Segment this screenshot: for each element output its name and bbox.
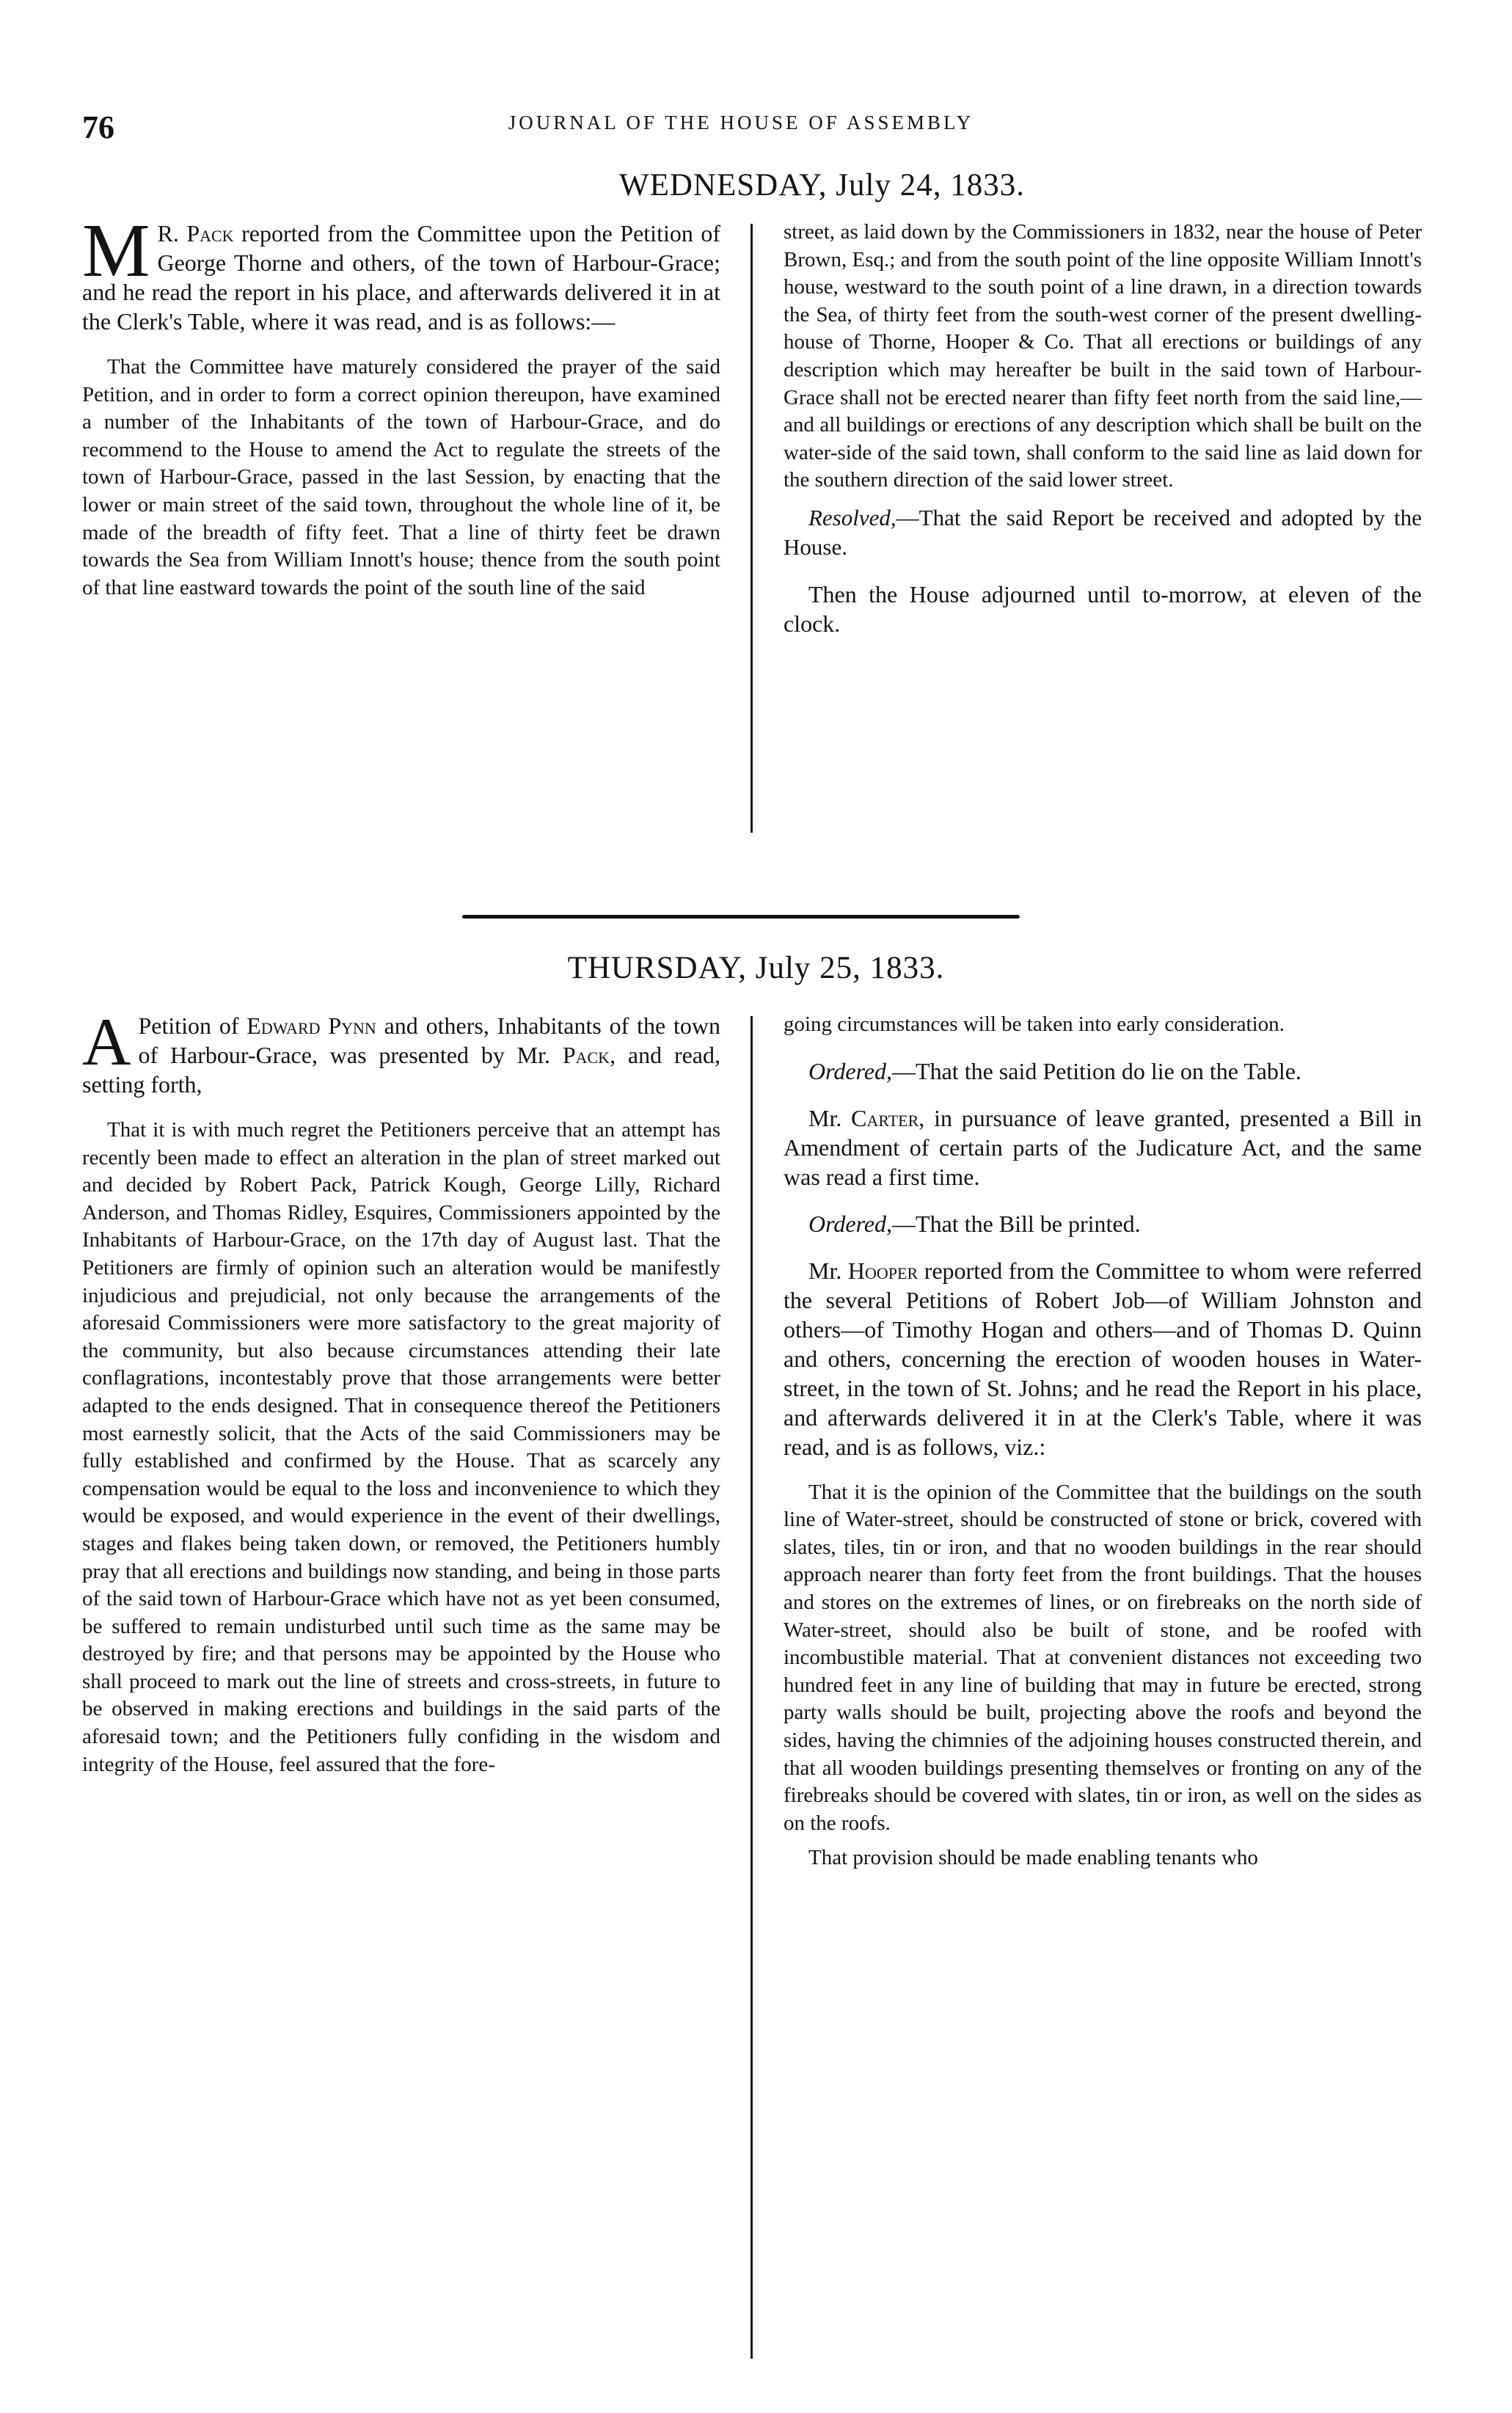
committee-report-intro: [82, 208, 720, 336]
petition-intro: [82, 1004, 721, 1099]
order-lie-on-table: [784, 1056, 1422, 1086]
page-number: 76: [82, 109, 114, 145]
ordered-text: —That the Bill be printed.: [892, 1210, 1141, 1237]
resolution: [784, 503, 1422, 562]
drop-cap: M: [82, 208, 150, 293]
drop-cap: A: [82, 1004, 131, 1079]
bill-presentation: [784, 1103, 1422, 1191]
column-divider: [750, 1016, 753, 2359]
intro-text: , and read, setting forth,: [82, 1042, 721, 1098]
petitioner-name: Edward Pynn: [246, 1012, 376, 1039]
section-2-left-column: [82, 1004, 721, 1778]
text: reported from the Committee to whom were referred the several Petitions of Robert Job—of William Johnston and others—of Timothy Hogan and others—and of Thomas D. Quinn and others, concerning the erection of wooden houses in Water-street, in the town of St. Johns; and he read the Report in his place, and afterwards delivered it in at the Clerk's Table, where it was read, and is as follows, viz.:: [784, 1257, 1422, 1460]
resolved-label: Resolved,: [808, 504, 896, 530]
committee-report-intro: [784, 1256, 1422, 1461]
adjournment: Then the House adjourned until to-morrow, at eleven of the clock.: [784, 580, 1422, 637]
order-print-bill: [784, 1209, 1422, 1238]
section-date-heading: WEDNESDAY, July 24, 1833.: [619, 168, 1025, 202]
member-name: Hooper: [847, 1257, 918, 1284]
text: Mr.: [808, 1104, 852, 1131]
ordered-text: —That the said Petition do lie on the Table.: [892, 1057, 1301, 1084]
column-divider: [750, 224, 753, 833]
intro-text: and others, Inhabitants of the town of Harbour-Grace, was presented by Mr.: [138, 1012, 720, 1068]
section-1-right-column: [784, 219, 1422, 656]
intro-text: reported from the Committee upon the Petition of George Thorne and others, of the town of Harbour-Grace; and he read the report in his place, and afterwards delivered it in at the Clerk's Table, where it was read, and is as follows:—: [82, 220, 720, 335]
section-2-right-column: [784, 1011, 1422, 1872]
text: Mr.: [808, 1257, 848, 1284]
petition-paragraph: That it is with much regret the Petitioners perceive that an attempt has recently been made to effect an alteration in the plan of street marked out and decided by Robert Pack, Patrick Kough, George Lilly, Richard Anderson, and Thomas Ridley, Esquires, Commissioners appointed by the Inhabitants of Harbour-Grace, on the 17th day of August last. That the Petitioners are firmly of opinion such an alteration would be manifestly injudicious and prejudicial, not only because the arrangements of the aforesaid Commissioners were more satisfactory to the great majority of the community, but also because circumstances attending their late conflagrations, incontestably prove that those arrangements were better adapted to the ends designed. That in consequence thereof the Petitioners most earnestly solicit, that the Acts of the said Commissioners may be fully established and confirmed by the House. That as scarcely any compensation would be equal to the loss and inconvenience to which they would be exposed, and would experience in the event of their dwellings, stages and flakes being taken down, or removed, the Petitioners humbly pray that all erections and buildings now standing, and being in those parts of the said town of Harbour-Grace which have not as yet been consumed, be suffered to remain undisturbed until such time as the same may be destroyed by fire; and that persons may be appointed by the House who shall proceed to mark out the line of streets and cross-streets, in future to be observed in making erections and buildings in the said parts of the aforesaid town; and the Petitioners fully confiding in the wisdom and integrity of the House, feel assured that the fore-: [82, 1118, 720, 1776]
resolved-text: —That the said Report be received and adopted by the House.: [784, 504, 1422, 560]
report-continuation: street, as laid down by the Commissioners in 1832, near the house of Peter Brown, Esq.; and from the south point of the line opposite William Innott's house, westward to the south point of a line drawn, in a direction towards the Sea, of thirty feet from the south-west corner of the present dwelling-house of Thorne, Hooper & Co. That all erections or buildings of any description which may hereafter be built in the said town of Harbour-Grace shall not be erected nearer than fifty feet north from the said line,—and all buildings or erections of any description which shall be built on the water-side of the said town, shall conform to the said line as laid down for the southern direction of the said lower street.: [784, 220, 1422, 492]
member-name: Carter: [851, 1104, 919, 1131]
ordered-label: Ordered,: [808, 1210, 893, 1237]
section-1-left-column: [82, 208, 720, 602]
ordered-label: Ordered,: [808, 1057, 893, 1084]
section-divider-rule: [462, 915, 1020, 919]
report-paragraph: That provision should be made enabling tenants who: [808, 1846, 1258, 1870]
member-name: Pack: [562, 1042, 610, 1068]
text: , in pursuance of leave granted, presented a Bill in Amendment of certain parts of the Judicature Act, and the same was read a first time.: [784, 1104, 1422, 1190]
running-title: JOURNAL OF THE HOUSE OF ASSEMBLY: [508, 112, 974, 134]
member-name: R. Pack: [157, 220, 234, 247]
report-paragraph: That it is the opinion of the Committee that the buildings on the south line of Water-street, should be constructed of stone or brick, covered with slates, tiles, tin or iron, and that no wooden buildings in the rear should approach nearer than forty feet from the front buildings. That the houses and stores on the extremes of lines, or on firebreaks on the north side of Water-street, should also be built of stone, and be roofed with incombustible material. That at convenient distances not exceeding two hundred feet in any line of building that may in future be erected, strong party walls should be built, projecting above the roofs and beyond the sides, having the chimnies of the adjoining houses constructed therein, and that all wooden buildings presenting themselves or fronting on any of the firebreaks should be covered with slates, tin or iron, as well on the sides as on the roofs.: [784, 1480, 1422, 1835]
petition-continuation: going circumstances will be taken into early consideration.: [784, 1012, 1285, 1036]
report-paragraph: That the Committee have maturely considered the prayer of the said Petition, and in order to form a correct opinion thereupon, have examined a number of the Inhabitants of the town of Harbour-Grace, and do recommend to the House to amend the Act to regulate the streets of the town of Harbour-Grace, passed in the last Session, by enacting that the lower or main street of the said town, throughout the whole line of it, be made of the breadth of fifty feet. That a line of thirty feet be drawn towards the Sea from William Innott's house; thence from the south point of that line eastward towards the point of the south line of the said: [82, 355, 720, 599]
intro-text: Petition of: [138, 1012, 247, 1039]
section-date-heading: THURSDAY, July 25, 1833.: [567, 951, 945, 985]
